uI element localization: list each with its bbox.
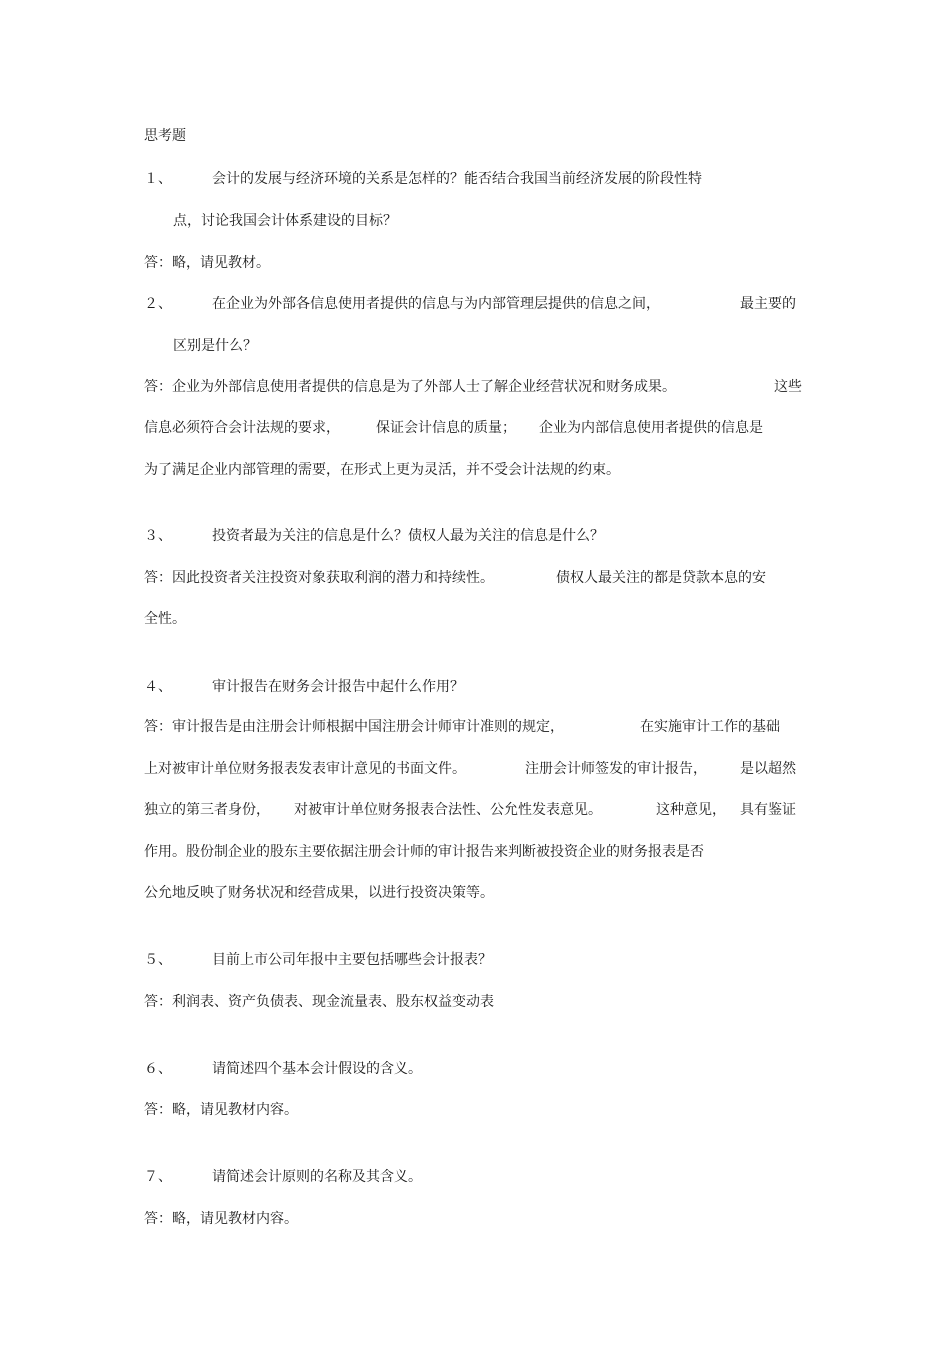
- answer-text: 全性。: [144, 611, 186, 627]
- title-text: 思考题: [144, 128, 186, 144]
- answer-text: 企业为内部信息使用者提供的信息是: [539, 420, 763, 436]
- question-text: 请简述会计原则的名称及其含义。: [212, 1169, 422, 1185]
- answer-text: 上对被审计单位财务报表发表审计意见的书面文件。: [144, 761, 466, 777]
- question-5: [144, 950, 844, 970]
- question-text: 请简述四个基本会计假设的含义。: [212, 1061, 422, 1077]
- question-number: ４、: [144, 679, 172, 695]
- answer-text: 是以超然: [740, 761, 796, 777]
- answer-2-line-2: [144, 418, 844, 438]
- answer-text: 答：略，请见教材内容。: [144, 1102, 298, 1118]
- question-4: [144, 677, 844, 697]
- answer-text: 这种意见，: [656, 802, 726, 818]
- answer-3-line-1: [144, 568, 844, 588]
- question-number: ６、: [144, 1061, 172, 1077]
- question-number: ２、: [144, 296, 172, 312]
- answer-text: 保证会计信息的质量；: [376, 420, 516, 436]
- question-3: [144, 526, 844, 546]
- answer-text: 这些: [774, 379, 802, 395]
- answer-text: 注册会计师签发的审计报告，: [525, 761, 707, 777]
- answer-text: 为了满足企业内部管理的需要，在形式上更为灵活，并不受会计法规的约束。: [144, 462, 620, 478]
- question-number: ５、: [144, 952, 172, 968]
- answer-text: 对被审计单位财务报表合法性、公允性发表意见。: [294, 802, 602, 818]
- question-text: 投资者最为关注的信息是什么？债权人最为关注的信息是什么？: [212, 528, 604, 544]
- answer-2-line-1: [144, 377, 844, 397]
- question-1: [144, 169, 844, 189]
- question-number: ７、: [144, 1169, 172, 1185]
- answer-4-line-3: [144, 800, 844, 820]
- question-text: 区别是什么？: [173, 338, 257, 354]
- answer-text: 答：利润表、资产负债表、现金流量表、股东权益变动表: [144, 994, 494, 1010]
- answer-text: 答：因此投资者关注投资对象获取利润的潜力和持续性。: [144, 570, 494, 586]
- answer-text: 独立的第三者身份，: [144, 802, 270, 818]
- answer-text: 答：企业为外部信息使用者提供的信息是为了外部人士了解企业经营状况和财务成果。: [144, 379, 676, 395]
- answer-text: 作用。股份制企业的股东主要依据注册会计师的审计报告来判断被投资企业的财务报表是否: [144, 844, 704, 860]
- answer-text: 公允地反映了财务状况和经营成果，以进行投资决策等。: [144, 885, 494, 901]
- answer-text: 信息必须符合会计法规的要求，: [144, 420, 340, 436]
- question-number: １、: [144, 171, 172, 187]
- question-number: ３、: [144, 528, 172, 544]
- answer-text: 答：略，请见教材内容。: [144, 1211, 298, 1227]
- answer-4-line-1: [144, 717, 844, 737]
- answer-4-line-2: [144, 759, 844, 779]
- question-2: [144, 294, 844, 314]
- question-text: 目前上市公司年报中主要包括哪些会计报表？: [212, 952, 492, 968]
- question-text: 在企业为外部各信息使用者提供的信息与为内部管理层提供的信息之间，: [212, 296, 660, 312]
- answer-text: 具有鉴证: [740, 802, 796, 818]
- answer-4-line-4: [144, 842, 844, 862]
- answer-text: 答：审计报告是由注册会计师根据中国注册会计师审计准则的规定，: [144, 719, 564, 735]
- question-text: 会计的发展与经济环境的关系是怎样的？能否结合我国当前经济发展的阶段性特: [212, 171, 702, 187]
- question-text: 点，讨论我国会计体系建设的目标？: [173, 213, 397, 229]
- question-7: [144, 1167, 844, 1187]
- question-6: [144, 1059, 844, 1079]
- answer-text: 在实施审计工作的基础: [640, 719, 780, 735]
- answer-text: 答：略，请见教材。: [144, 255, 270, 271]
- question-text: 最主要的: [740, 296, 796, 312]
- question-text: 审计报告在财务会计报告中起什么作用？: [212, 679, 464, 695]
- answer-text: 债权人最关注的都是贷款本息的安: [556, 570, 766, 586]
